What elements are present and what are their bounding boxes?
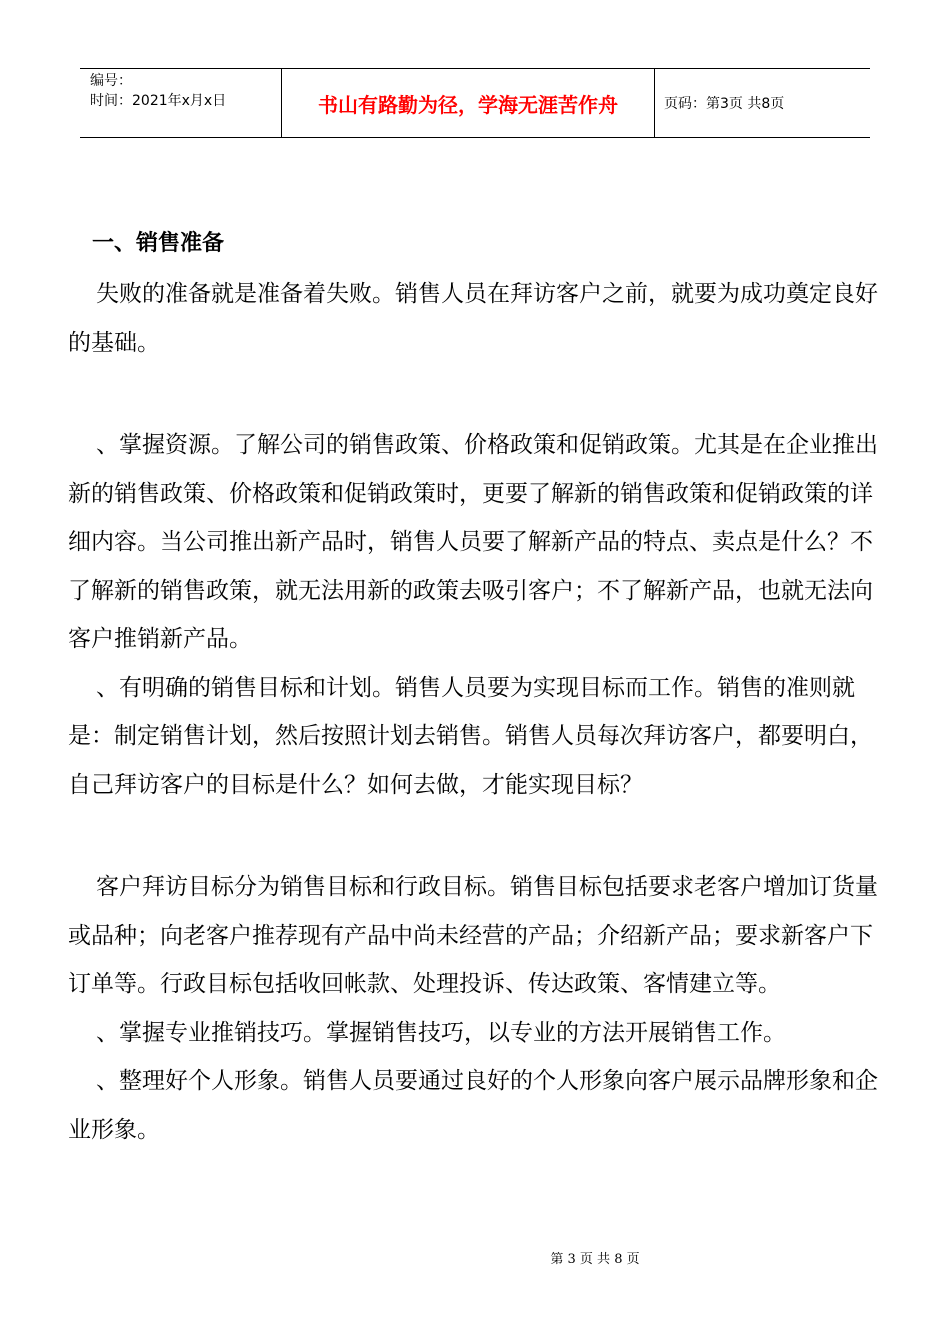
header-page-info: 页码：第3页 共8页 <box>664 96 785 112</box>
paragraph-intro: 失败的准备就是准备着失败。销售人员在拜访客户之前，就要为成功奠定良好的基础。 <box>68 281 878 356</box>
document-date: 时间：2021年x月x日 <box>90 93 227 109</box>
paragraph-gap <box>68 367 884 421</box>
paragraph-gap <box>68 809 884 863</box>
page-header <box>80 68 870 138</box>
header-motto: 书山有路勤为径，学海无涯苦作舟 <box>281 69 655 137</box>
paragraph-image: 、整理好个人形象。销售人员要通过良好的个人形象向客户展示品牌形象和企业形象。 <box>68 1068 878 1143</box>
paragraph-resources: 、掌握资源。了解公司的销售政策、价格政策和促销政策。尤其是在企业推出新的销售政策、价格政策和促销政策时，更要了解新的销售政策和促销政策的详细内容。当公司推出新产品时，销售人员要了解新产品的特点、卖点是什么？不了解新的销售政策，就无法用新的政策去吸引客户；不了解新产品，也就无法向客户推销新产品。 <box>68 432 878 652</box>
paragraph-goals: 、有明确的销售目标和计划。销售人员要为实现目标而工作。销售的准则就是：制定销售计划，然后按照计划去销售。销售人员每次拜访客户，都要明白，自己拜访客户的目标是什么？如何去做，才能实现目标？ <box>68 674 873 798</box>
section-heading: 一、销售准备 <box>92 231 225 256</box>
document-body <box>68 224 884 1154</box>
header-meta <box>80 69 281 137</box>
document-number-label: 编号： <box>90 73 132 89</box>
paragraph-skills: 、掌握专业推销技巧。掌握销售技巧，以专业的方法开展销售工作。 <box>96 1019 786 1046</box>
page-footer: 第 3 页 共 8 页 <box>550 1252 640 1267</box>
paragraph-visit-goals: 客户拜访目标分为销售目标和行政目标。销售目标包括要求老客户增加订货量或品种；向老客户推荐现有产品中尚未经营的产品；介绍新产品；要求新客户下订单等。行政目标包括收回帐款、处理投诉、传达政策、客情建立等。 <box>68 874 878 997</box>
